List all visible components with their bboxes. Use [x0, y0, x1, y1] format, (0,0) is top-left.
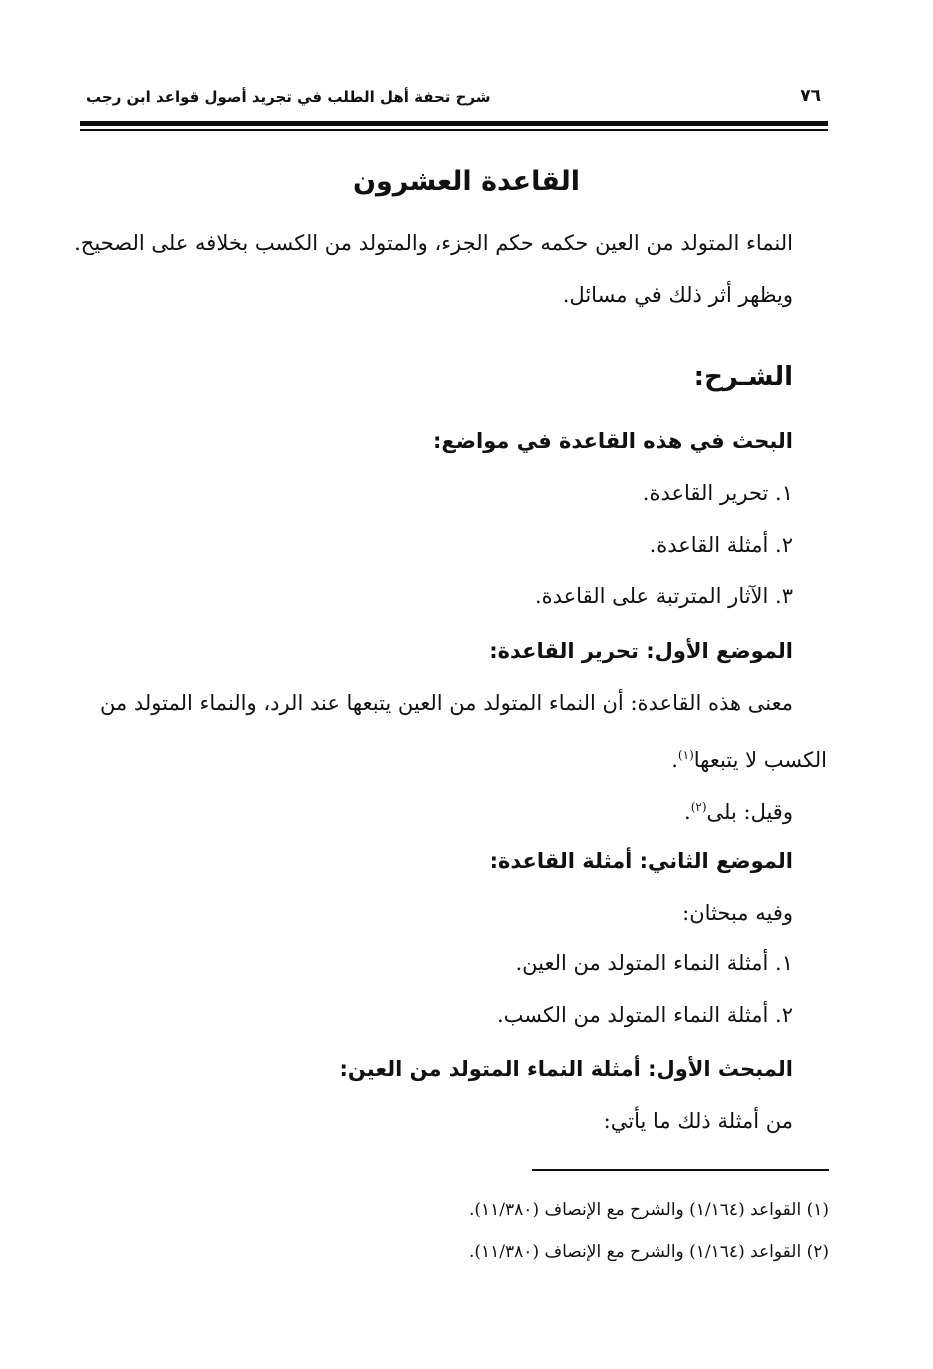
footnote-ref-1: (١) — [677, 748, 694, 762]
section2-intro: وفيه مبحثان: — [682, 901, 793, 925]
page-number: ٧٦ — [800, 86, 821, 106]
section1-qila — [684, 792, 793, 827]
explanation-heading: الشـرح: — [693, 362, 793, 392]
rule-title: القاعدة العشرون — [352, 166, 581, 197]
header-rule-thin — [80, 129, 828, 131]
explanation-item-2: ٢. أمثلة القاعدة. — [649, 533, 793, 557]
footnote-1: (١) القواعد (١/١٦٤) والشرح مع الإنصاف (١١/٣٨٠). — [469, 1200, 829, 1220]
explanation-intro: البحث في هذه القاعدة في مواضع: — [432, 429, 793, 453]
footnote-2: (٢) القواعد (١/١٦٤) والشرح مع الإنصاف (١١/٣٨٠). — [469, 1242, 829, 1262]
meaning-end: . — [671, 748, 678, 772]
subsection1-heading: المبحث الأول: أمثلة النماء المتولد من العين: — [339, 1057, 793, 1081]
header-rule-thick — [80, 121, 828, 126]
subsection1-text: من أمثلة ذلك ما يأتي: — [603, 1109, 793, 1133]
meaning-text: الكسب لا يتبعها — [693, 748, 827, 772]
qila-text: وقيل: بلى — [706, 800, 793, 824]
rule-text-line-2: ويظهر أثر ذلك في مسائل. — [562, 283, 793, 307]
section1-meaning-line-1: معنى هذه القاعدة: أن النماء المتولد من العين يتبعها عند الرد، والنماء المتولد من — [99, 691, 793, 715]
qila-end: . — [684, 800, 691, 824]
rule-text-line-1: النماء المتولد من العين حكمه حكم الجزء، والمتولد من الكسب بخلافه على الصحيح. — [74, 231, 793, 255]
section2-item-1: ١. أمثلة النماء المتولد من العين. — [515, 951, 793, 975]
explanation-item-3: ٣. الآثار المترتبة على القاعدة. — [534, 584, 793, 608]
section2-heading: الموضع الثاني: أمثلة القاعدة: — [489, 849, 793, 873]
explanation-item-1: ١. تحرير القاعدة. — [642, 481, 793, 505]
footnote-separator — [532, 1169, 829, 1171]
running-header-title: شرح تحفة أهل الطلب في تجريد أصول قواعد ابن رجب — [86, 88, 491, 106]
footnote-ref-2: (٢) — [690, 800, 707, 814]
section1-heading: الموضع الأول: تحرير القاعدة: — [489, 639, 793, 663]
section1-meaning-line-2 — [671, 740, 827, 775]
section2-item-2: ٢. أمثلة النماء المتولد من الكسب. — [496, 1003, 793, 1027]
